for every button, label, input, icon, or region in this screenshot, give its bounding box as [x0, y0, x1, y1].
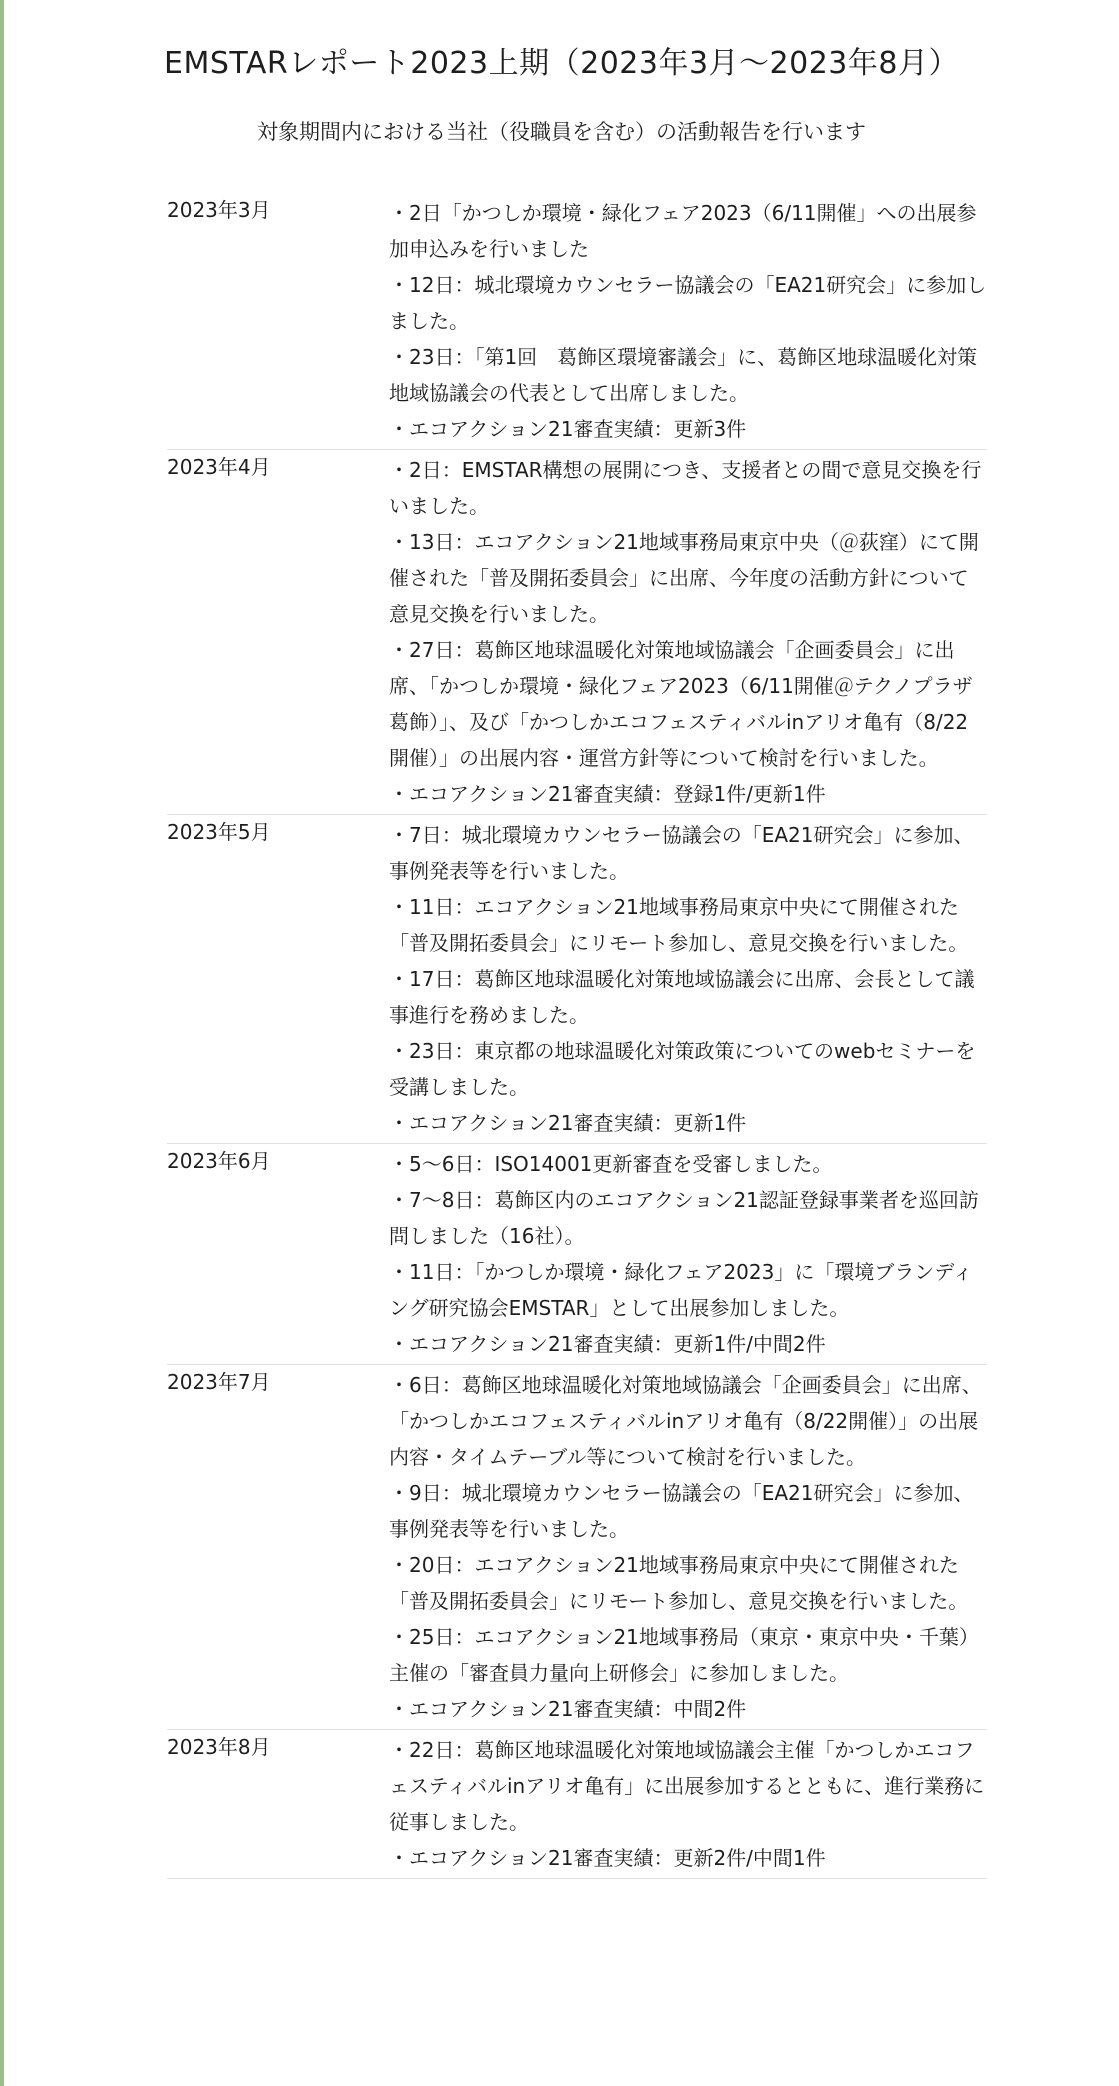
month-row — [167, 450, 987, 815]
activity-item: ・2日：EMSTAR構想の展開につき、支援者との間で意見交換を行いました。 — [389, 458, 982, 518]
month-label: 2023年4月 — [167, 455, 271, 479]
activity-item: ・エコアクション21審査実績：中間2件 — [389, 1697, 747, 1721]
activity-item: ・11日：「かつしか環境・緑化フェア2023」に「環境ブランディング研究協会EMSTAR」として出展参加しました。 — [389, 1260, 973, 1320]
month-label: 2023年6月 — [167, 1149, 271, 1173]
activity-item: ・2日「かつしか環境・緑化フェア2023（6/11開催」への出展参加申込みを行いました — [389, 201, 977, 261]
activity-list — [389, 1365, 987, 1730]
activity-item: ・7日：城北環境カウンセラー協議会の「EA21研究会」に参加、事例発表等を行いました。 — [389, 823, 974, 883]
activity-list — [389, 1144, 987, 1365]
activity-list — [389, 450, 987, 815]
activity-item: ・エコアクション21審査実績：更新3件 — [389, 417, 747, 441]
month-row — [167, 193, 987, 450]
activity-item: ・エコアクション21審査実績：登録1件/更新1件 — [389, 782, 826, 806]
activity-list — [389, 815, 987, 1144]
activity-item: ・25日：エコアクション21地域事務局（東京・東京中央・千葉）主催の「審査員力量向上研修会」に参加しました。 — [389, 1625, 979, 1685]
activity-item: ・23日：東京都の地球温暖化対策政策についてのwebセミナーを受講しました。 — [389, 1039, 976, 1099]
activity-item: ・23日：「第1回 葛飾区環境審議会」に、葛飾区地球温暖化対策地域協議会の代表として出席しました。 — [389, 345, 978, 405]
activity-item: ・22日：葛飾区地球温暖化対策地域協議会主催「かつしかエコフェスティバルinアリオ亀有」に出展参加するとともに、進行業務に従事しました。 — [389, 1738, 985, 1834]
month-row — [167, 1730, 987, 1879]
activity-item: ・11日：エコアクション21地域事務局東京中央にて開催された「普及開拓委員会」にリモート参加し、意見交換を行いました。 — [389, 895, 969, 955]
month-row — [167, 1365, 987, 1730]
activity-item: ・5～6日：ISO14001更新審査を受審しました。 — [389, 1152, 833, 1176]
page-subtitle: 対象期間内における当社（役職員を含む）の活動報告を行います — [257, 120, 866, 144]
activity-list — [389, 1730, 987, 1879]
activity-report-table — [167, 193, 987, 1879]
month-label: 2023年5月 — [167, 820, 271, 844]
activity-item: ・13日：エコアクション21地域事務局東京中央（＠荻窪）にて開催された「普及開拓委員会」に出席、今年度の活動方針について意見交換を行いました。 — [389, 530, 979, 626]
page-title: EMSTARレポート2023上期（2023年3月～2023年8月） — [164, 46, 959, 81]
activity-item: ・6日：葛飾区地球温暖化対策地域協議会「企画委員会」に出席、「かつしかエコフェスティバルinアリオ亀有（8/22開催）」の出展内容・タイムテーブル等について検討を行いました。 — [389, 1373, 982, 1469]
activity-item: ・17日：葛飾区地球温暖化対策地域協議会に出席、会長として議事進行を務めました。 — [389, 967, 975, 1027]
activity-list — [389, 193, 987, 450]
activity-item: ・27日：葛飾区地球温暖化対策地域協議会「企画委員会」に出席、「かつしか環境・緑化フェア2023（6/11開催＠テクノプラザ葛飾）」、及び「かつしかエコフェスティバルinアリオ亀有（8/22開催）」の出展内容・運営方針等について検討を行いました。 — [389, 638, 973, 770]
activity-item: ・エコアクション21審査実績：更新1件 — [389, 1111, 747, 1135]
month-label: 2023年3月 — [167, 198, 271, 222]
activity-item: ・エコアクション21審査実績：更新2件/中間1件 — [389, 1846, 826, 1870]
month-label: 2023年7月 — [167, 1370, 271, 1394]
report-table-body — [167, 193, 987, 1879]
activity-item: ・20日：エコアクション21地域事務局東京中央にて開催された「普及開拓委員会」にリモート参加し、意見交換を行いました。 — [389, 1553, 969, 1613]
activity-item: ・12日：城北環境カウンセラー協議会の「EA21研究会」に参加しました。 — [389, 273, 987, 333]
activity-item: ・9日：城北環境カウンセラー協議会の「EA21研究会」に参加、事例発表等を行いました。 — [389, 1481, 974, 1541]
activity-item: ・7～8日：葛飾区内のエコアクション21認証登録事業者を巡回訪問しました（16社）。 — [389, 1188, 979, 1248]
month-row — [167, 1144, 987, 1365]
activity-item: ・エコアクション21審査実績：更新1件/中間2件 — [389, 1332, 826, 1356]
month-label: 2023年8月 — [167, 1735, 271, 1759]
month-row — [167, 815, 987, 1144]
